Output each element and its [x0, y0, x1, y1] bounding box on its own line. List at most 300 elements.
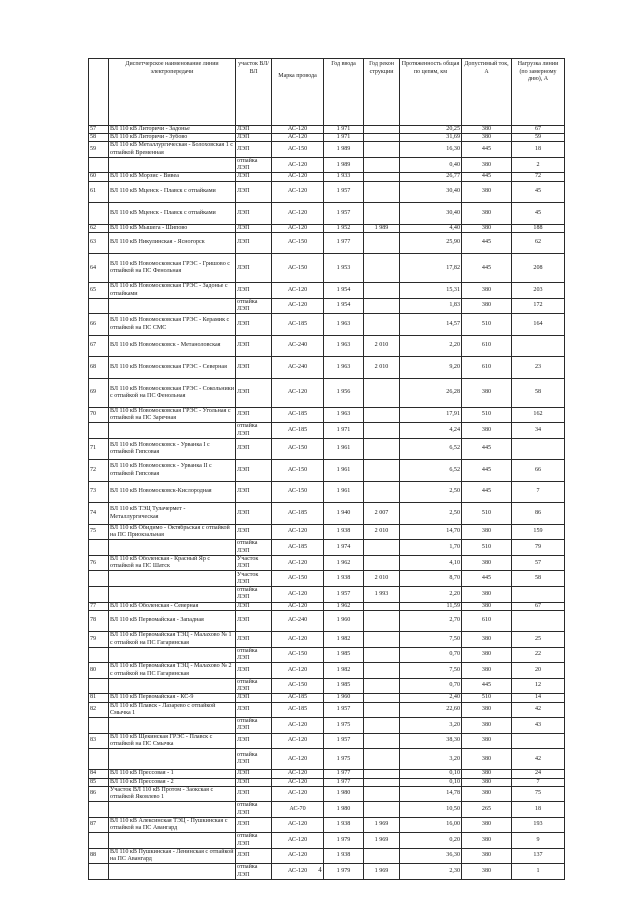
cell-year: 1 963 [324, 357, 364, 379]
cell-no: 67 [89, 335, 109, 357]
table-row [89, 802, 565, 818]
cell-wire: АС-120 [272, 786, 324, 801]
cell-length: 4,10 [400, 555, 462, 571]
cell-length: 0,20 [400, 833, 462, 849]
cell-load: 67 [512, 126, 565, 134]
cell-year: 1 974 [324, 540, 364, 556]
cell-length: 30,40 [400, 181, 462, 203]
cell-no: 83 [89, 733, 109, 748]
cell-owner: ЛЭП [236, 663, 272, 678]
cell-current: 380 [462, 378, 512, 407]
cell-load: 34 [512, 423, 565, 439]
cell-current: 445 [462, 571, 512, 587]
cell-length: 31,69 [400, 134, 462, 142]
cell-length: 2,30 [400, 864, 462, 880]
cell-name [109, 298, 236, 314]
cell-length: 16,30 [400, 142, 462, 157]
cell-wire: АС-150 [272, 254, 324, 283]
cell-no: 58 [89, 134, 109, 142]
col-header-current: Допустимый ток, А [462, 59, 512, 126]
col-header-section: участок ВЛ/ВЛ [236, 59, 272, 126]
cell-load: 18 [512, 802, 565, 818]
cell-recon [364, 126, 400, 134]
cell-current: 445 [462, 254, 512, 283]
cell-length: 0,70 [400, 678, 462, 694]
cell-current: 610 [462, 357, 512, 379]
cell-wire: АС-185 [272, 540, 324, 556]
cell-load: 1 [512, 864, 565, 880]
cell-recon [364, 438, 400, 460]
cell-owner: ЛЭП [236, 335, 272, 357]
cell-year: 1 980 [324, 786, 364, 801]
cell-load: 58 [512, 571, 565, 587]
cell-name: ВЛ 110 кВ Плавск - Лазарево с отпайкой Смычка 1 [109, 702, 236, 717]
cell-load: 58 [512, 378, 565, 407]
cell-year: 1 971 [324, 134, 364, 142]
cell-load: 188 [512, 224, 565, 232]
cell-wire: АС-120 [272, 632, 324, 647]
cell-owner: ЛЭП [236, 203, 272, 225]
cell-no [89, 647, 109, 663]
cell-recon [364, 802, 400, 818]
cell-recon [364, 173, 400, 181]
cell-wire: АС-185 [272, 503, 324, 525]
cell-name: ВЛ 110 кВ Морзис - Вивеа [109, 173, 236, 181]
cell-load [512, 438, 565, 460]
cell-owner: ЛЭП [236, 610, 272, 632]
cell-year: 1 952 [324, 224, 364, 232]
cell-recon: 2 010 [364, 524, 400, 539]
cell-recon [364, 717, 400, 733]
cell-year: 1 960 [324, 694, 364, 702]
cell-length: 2,20 [400, 587, 462, 603]
cell-length: 26,28 [400, 378, 462, 407]
cell-load: 79 [512, 540, 565, 556]
cell-length: 6,52 [400, 438, 462, 460]
cell-current: 510 [462, 407, 512, 422]
cell-name: ВЛ 110 кВ Первомайская - КС-9 [109, 694, 236, 702]
cell-recon [364, 702, 400, 717]
cell-name: ВЛ 110 кВ Щекинская ГРЭС - Плавск с отпайкой на ПС Смычка [109, 733, 236, 748]
cell-length: 4,40 [400, 224, 462, 232]
cell-year: 1 954 [324, 298, 364, 314]
cell-current: 380 [462, 833, 512, 849]
cell-owner: отпайка ЛЭП [236, 647, 272, 663]
cell-year: 1 980 [324, 802, 364, 818]
cell-name: ВЛ 110 кВ Оболенская - Северная [109, 602, 236, 610]
cell-owner: отпайка ЛЭП [236, 157, 272, 173]
cell-owner: ЛЭП [236, 817, 272, 832]
cell-load: 159 [512, 524, 565, 539]
cell-wire: АС-120 [272, 181, 324, 203]
cell-recon [364, 632, 400, 647]
table-row [89, 524, 565, 539]
cell-load [512, 733, 565, 748]
cell-wire: АС-120 [272, 224, 324, 232]
cell-current: 380 [462, 663, 512, 678]
cell-owner: ЛЭП [236, 126, 272, 134]
cell-current: 380 [462, 587, 512, 603]
cell-recon: 1 993 [364, 587, 400, 603]
cell-wire: АС-150 [272, 232, 324, 254]
cell-recon [364, 678, 400, 694]
cell-name: ВЛ 110 кВ Пушкинская - Ленинская с отпайкой на ПС Авангард [109, 848, 236, 863]
cell-length: 15,31 [400, 283, 462, 298]
cell-current: 380 [462, 778, 512, 786]
cell-load: 7 [512, 481, 565, 503]
cell-recon: 2 010 [364, 335, 400, 357]
cell-current: 380 [462, 423, 512, 439]
cell-year: 1 962 [324, 555, 364, 571]
cell-owner: ЛЭП [236, 503, 272, 525]
cell-recon [364, 610, 400, 632]
cell-year: 1 977 [324, 232, 364, 254]
cell-owner: Участок ЛЭП [236, 571, 272, 587]
cell-wire: АС-120 [272, 717, 324, 733]
cell-current: 380 [462, 224, 512, 232]
cell-year: 1 957 [324, 181, 364, 203]
cell-owner: ЛЭП [236, 181, 272, 203]
cell-current: 380 [462, 647, 512, 663]
col-header-year: Год ввода [324, 59, 364, 126]
cell-no [89, 678, 109, 694]
table-row [89, 134, 565, 142]
cell-owner: ЛЭП [236, 314, 272, 336]
cell-load: 45 [512, 203, 565, 225]
cell-year: 1 957 [324, 733, 364, 748]
cell-no [89, 298, 109, 314]
cell-no: 78 [89, 610, 109, 632]
cell-owner: ЛЭП [236, 524, 272, 539]
cell-name: ВЛ 110 кВ Новомосковск - Урванка II с отпайкой Гипсовая [109, 460, 236, 482]
cell-length: 22,60 [400, 702, 462, 717]
cell-length: 0,40 [400, 157, 462, 173]
table-row [89, 126, 565, 134]
table-header [89, 59, 565, 126]
table-row [89, 587, 565, 603]
col-header-recon: Год рекон струкции [364, 59, 400, 126]
cell-name: ВЛ 110 кВ Новомосковская ГРЭС - Задонье с отпайками [109, 283, 236, 298]
cell-length: 36,30 [400, 848, 462, 863]
cell-length: 17,82 [400, 254, 462, 283]
cell-owner: отпайка ЛЭП [236, 833, 272, 849]
cell-load: 42 [512, 748, 565, 770]
cell-owner: ЛЭП [236, 694, 272, 702]
cell-name: ВЛ 110 кВ Никулинская - Ясногорск [109, 232, 236, 254]
cell-recon: 1 969 [364, 817, 400, 832]
cell-no [89, 540, 109, 556]
cell-no: 74 [89, 503, 109, 525]
cell-load: 23 [512, 357, 565, 379]
cell-no [89, 423, 109, 439]
cell-wire: АС-150 [272, 438, 324, 460]
cell-no: 65 [89, 283, 109, 298]
cell-year: 1 956 [324, 378, 364, 407]
cell-length: 14,78 [400, 786, 462, 801]
cell-length: 20,25 [400, 126, 462, 134]
table-row [89, 748, 565, 770]
table-row [89, 786, 565, 801]
cell-name: ВЛ 110 кВ Новомосковская ГРЭС - Керамик с отпайкой на ПС СМС [109, 314, 236, 336]
cell-year: 1 940 [324, 503, 364, 525]
cell-name [109, 717, 236, 733]
cell-wire: АС-150 [272, 481, 324, 503]
cell-wire: АС-120 [272, 778, 324, 786]
cell-wire: АС-240 [272, 610, 324, 632]
cell-name: ВЛ 110 кВ Мценск - Плавск с отпайками [109, 181, 236, 203]
table-row [89, 438, 565, 460]
cell-wire: АС-120 [272, 555, 324, 571]
cell-current: 445 [462, 232, 512, 254]
cell-no: 64 [89, 254, 109, 283]
cell-current: 380 [462, 157, 512, 173]
cell-no [89, 157, 109, 173]
cell-year: 1 938 [324, 848, 364, 863]
cell-no: 86 [89, 786, 109, 801]
cell-no [89, 802, 109, 818]
cell-recon [364, 786, 400, 801]
cell-owner: ЛЭП [236, 770, 272, 778]
cell-no: 77 [89, 602, 109, 610]
cell-owner: ЛЭП [236, 778, 272, 786]
cell-wire: АС-240 [272, 335, 324, 357]
cell-name: ВЛ 110 кВ Мценск - Плавск с отпайками [109, 203, 236, 225]
cell-length: 2,70 [400, 610, 462, 632]
cell-wire: АС-120 [272, 770, 324, 778]
cell-owner: ЛЭП [236, 224, 272, 232]
cell-owner: ЛЭП [236, 283, 272, 298]
cell-name [109, 540, 236, 556]
cell-year: 1 938 [324, 817, 364, 832]
cell-recon [364, 142, 400, 157]
cell-load: 75 [512, 786, 565, 801]
cell-recon [364, 540, 400, 556]
cell-year: 1 957 [324, 203, 364, 225]
cell-recon [364, 748, 400, 770]
cell-wire: АС-120 [272, 848, 324, 863]
cell-wire: АС-120 [272, 378, 324, 407]
cell-no: 84 [89, 770, 109, 778]
cell-owner: отпайка ЛЭП [236, 587, 272, 603]
table-row [89, 571, 565, 587]
cell-load: 59 [512, 134, 565, 142]
cell-no: 68 [89, 357, 109, 379]
cell-year: 1 989 [324, 142, 364, 157]
cell-no [89, 203, 109, 225]
cell-name [109, 423, 236, 439]
cell-current: 380 [462, 203, 512, 225]
cell-year: 1 963 [324, 335, 364, 357]
cell-current: 380 [462, 733, 512, 748]
cell-year: 1 953 [324, 254, 364, 283]
col-header-load: Нагрузка линии (по замерному дню), А [512, 59, 565, 126]
table-row [89, 481, 565, 503]
table-row [89, 298, 565, 314]
cell-length: 6,52 [400, 460, 462, 482]
cell-recon [364, 647, 400, 663]
cell-current: 380 [462, 555, 512, 571]
table-row [89, 181, 565, 203]
cell-wire: АС-120 [272, 602, 324, 610]
cell-current: 510 [462, 694, 512, 702]
col-header-name: Диспетчерское наименование линии электропередачи [109, 59, 236, 126]
cell-name: ВЛ 110 кВ Новомосковск-Кислородная [109, 481, 236, 503]
table-row [89, 833, 565, 849]
cell-load: 2 [512, 157, 565, 173]
cell-name: ВЛ 110 кВ Литоричи - Задонье [109, 126, 236, 134]
cell-wire: АС-120 [272, 157, 324, 173]
cell-current: 380 [462, 770, 512, 778]
cell-no: 81 [89, 694, 109, 702]
cell-recon [364, 733, 400, 748]
cell-name: ВЛ 110 кВ Новомосковск - Метаноловская [109, 335, 236, 357]
cell-wire: АС-120 [272, 173, 324, 181]
cell-recon [364, 298, 400, 314]
cell-recon: 2 010 [364, 357, 400, 379]
cell-no: 75 [89, 524, 109, 539]
cell-year: 1 938 [324, 571, 364, 587]
cell-name [109, 802, 236, 818]
cell-recon: 2 010 [364, 571, 400, 587]
cell-owner: отпайка ЛЭП [236, 298, 272, 314]
cell-name: ВЛ 110 кВ Новомосковская ГРЭС - Гришово с отпайкой на ПС Фенольная [109, 254, 236, 283]
cell-current: 610 [462, 335, 512, 357]
cell-recon [364, 407, 400, 422]
cell-current: 380 [462, 298, 512, 314]
cell-load: 45 [512, 181, 565, 203]
cell-recon [364, 663, 400, 678]
cell-name: ВЛ 110 кВ Новомосковская ГРЭС - Сокольники с отпайкой на ПС Фенольная [109, 378, 236, 407]
table-row [89, 610, 565, 632]
cell-owner: ЛЭП [236, 438, 272, 460]
cell-no: 72 [89, 460, 109, 482]
table-row [89, 694, 565, 702]
cell-length: 0,70 [400, 647, 462, 663]
cell-current: 380 [462, 702, 512, 717]
cell-name: ВЛ 110 кВ Оболенская - Красный Яр с отпайкой на ПС Шатск [109, 555, 236, 571]
cell-name [109, 157, 236, 173]
cell-wire: АС-120 [272, 663, 324, 678]
cell-owner: ЛЭП [236, 232, 272, 254]
cell-owner: ЛЭП [236, 357, 272, 379]
table-row [89, 254, 565, 283]
cell-name: ВЛ 110 кВ Прессовая - 1 [109, 770, 236, 778]
table-row [89, 647, 565, 663]
cell-no: 59 [89, 142, 109, 157]
cell-current: 510 [462, 540, 512, 556]
table-row [89, 678, 565, 694]
cell-current: 445 [462, 438, 512, 460]
cell-year: 1 971 [324, 126, 364, 134]
cell-load: 203 [512, 283, 565, 298]
cell-wire: АС-120 [272, 203, 324, 225]
cell-wire: АС-150 [272, 460, 324, 482]
cell-owner: ЛЭП [236, 733, 272, 748]
table-row [89, 460, 565, 482]
table-row [89, 357, 565, 379]
cell-year: 1 938 [324, 524, 364, 539]
cell-year: 1 982 [324, 632, 364, 647]
page-number: 4 [318, 866, 322, 874]
cell-no [89, 748, 109, 770]
cell-recon [364, 134, 400, 142]
cell-name [109, 587, 236, 603]
cell-current: 445 [462, 460, 512, 482]
cell-name: ВЛ 110 кВ Новомосковская ГРЭС - Угольная с отпайкой на ПС Заречная [109, 407, 236, 422]
cell-load: 208 [512, 254, 565, 283]
cell-length: 2,50 [400, 481, 462, 503]
table-row [89, 423, 565, 439]
cell-owner: отпайка ЛЭП [236, 423, 272, 439]
cell-length: 8,70 [400, 571, 462, 587]
cell-load: 86 [512, 503, 565, 525]
cell-recon [364, 694, 400, 702]
cell-name [109, 678, 236, 694]
cell-length: 10,50 [400, 802, 462, 818]
cell-length: 14,70 [400, 524, 462, 539]
cell-current: 445 [462, 481, 512, 503]
cell-wire: АС-150 [272, 647, 324, 663]
cell-name [109, 748, 236, 770]
cell-load: 9 [512, 833, 565, 849]
cell-wire: АС-185 [272, 694, 324, 702]
cell-length: 7,50 [400, 663, 462, 678]
cell-load: 25 [512, 632, 565, 647]
cell-no: 66 [89, 314, 109, 336]
table-row [89, 540, 565, 556]
cell-no: 87 [89, 817, 109, 832]
cell-length: 4,24 [400, 423, 462, 439]
table-row [89, 663, 565, 678]
cell-name: ВЛ 110 кВ ТЭЦ Тулачермет - Металлургическая [109, 503, 236, 525]
cell-length: 0,10 [400, 770, 462, 778]
cell-current: 265 [462, 802, 512, 818]
cell-current: 380 [462, 632, 512, 647]
cell-length: 30,40 [400, 203, 462, 225]
power-lines-table [88, 58, 565, 880]
cell-length: 3,20 [400, 748, 462, 770]
cell-no: 80 [89, 663, 109, 678]
cell-name: ВЛ 110 кВ Новомосковская ГРЭС - Северная [109, 357, 236, 379]
table-row [89, 232, 565, 254]
cell-no: 76 [89, 555, 109, 571]
cell-no: 63 [89, 232, 109, 254]
cell-name: ВЛ 110 кВ Первомайская ТЭЦ - Малахово № 1 с отпайкой на ПС Гагаринская [109, 632, 236, 647]
table-row [89, 778, 565, 786]
cell-load [512, 587, 565, 603]
cell-recon [364, 848, 400, 863]
cell-no: 71 [89, 438, 109, 460]
cell-wire: АС-120 [272, 833, 324, 849]
cell-load: 66 [512, 460, 565, 482]
cell-length: 2,40 [400, 694, 462, 702]
cell-wire: АС-120 [272, 283, 324, 298]
cell-name [109, 833, 236, 849]
cell-current: 380 [462, 524, 512, 539]
cell-name: ВЛ 110 кВ Мышега - Шипово [109, 224, 236, 232]
cell-current: 380 [462, 848, 512, 863]
cell-length: 1,70 [400, 540, 462, 556]
cell-name: ВЛ 110 кВ Металлургическая - Болоховская 1 с отпайкой Временная [109, 142, 236, 157]
cell-current: 380 [462, 817, 512, 832]
cell-owner: отпайка ЛЭП [236, 678, 272, 694]
cell-no: 61 [89, 181, 109, 203]
cell-no: 73 [89, 481, 109, 503]
cell-recon: 1 989 [364, 224, 400, 232]
cell-load: 193 [512, 817, 565, 832]
cell-current: 380 [462, 786, 512, 801]
cell-wire: АС-150 [272, 678, 324, 694]
